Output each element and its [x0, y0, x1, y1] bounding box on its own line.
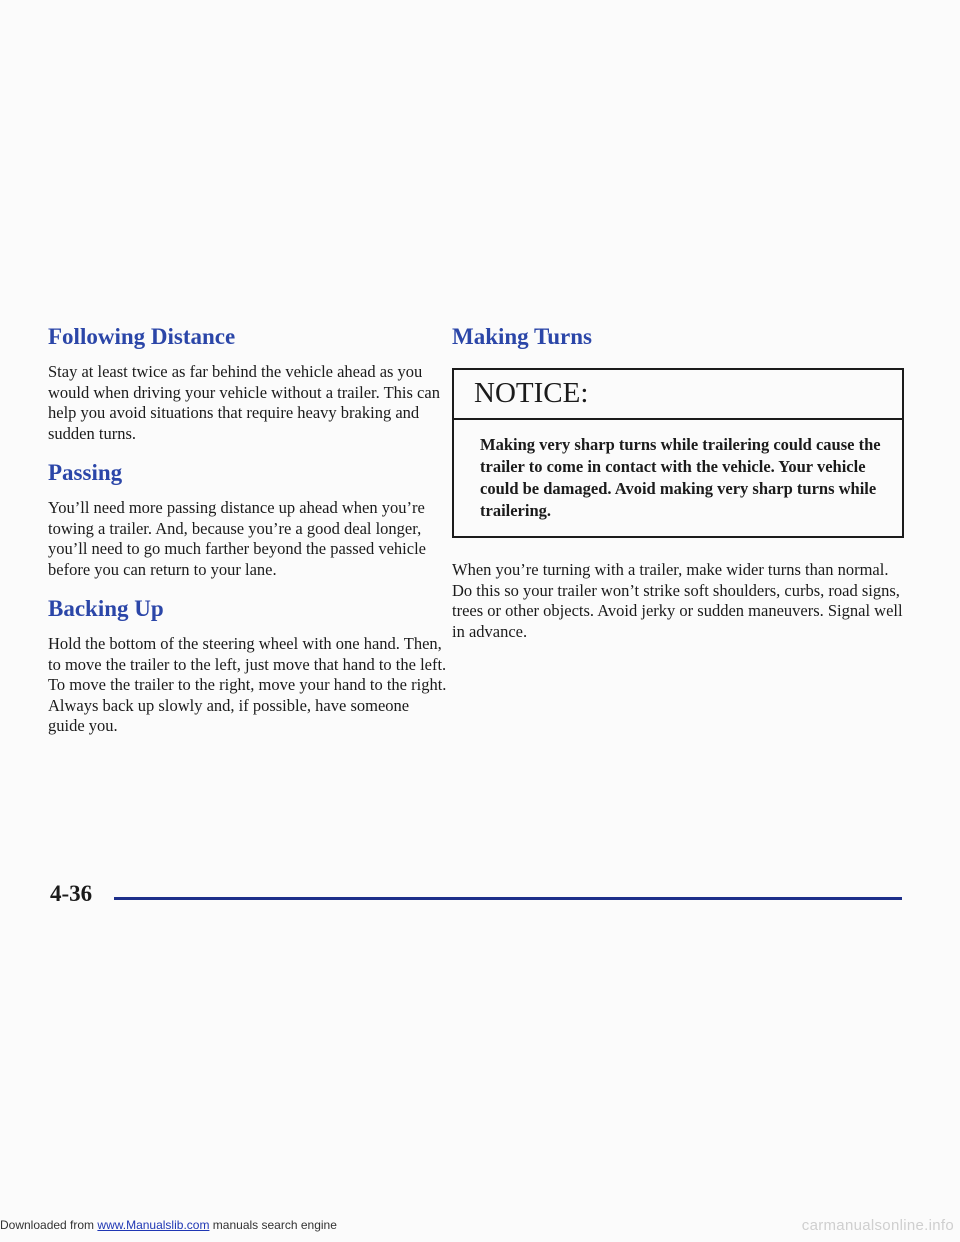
following-distance-heading: Following Distance: [48, 324, 236, 349]
notice-text: Making very sharp turns while trailering could cause the trailer to come in contact with the vehicle. Your vehicle could be damaged. Avoid making very sharp turns while trailering.: [480, 435, 881, 520]
making-turns-section: [452, 322, 912, 642]
footer-rule: [114, 897, 902, 900]
right-column: [452, 322, 912, 642]
notice-title: NOTICE:: [454, 370, 902, 420]
left-column: [48, 322, 448, 737]
backing-up-heading: Backing Up: [48, 596, 164, 621]
passing-text: You’ll need more passing distance up ahead when you’re towing a trailer. And, because you’re a good deal longer, you’ll need to go much farther beyond the passed vehicle before you can return to your lane.: [48, 498, 427, 579]
watermark: carmanualsonline.info: [801, 1217, 954, 1234]
passing-heading: Passing: [48, 460, 123, 485]
page-number: 4-36: [50, 881, 93, 906]
following-distance-text: Stay at least twice as far behind the vehicle ahead as you would when driving your vehicle without a trailer. This can help you avoid situations that require heavy braking and sudden turns.: [48, 362, 440, 443]
page-footer: [50, 874, 902, 914]
backing-up-text: Hold the bottom of the steering wheel with one hand. Then, to move the trailer to the left, just move that hand to the left. To move the trailer to the right, move your hand to the right. Always back up slowly and, if possible, have someone guide you.: [48, 634, 447, 735]
making-turns-text: When you’re turning with a trailer, make wider turns than normal. Do this so your trailer won’t strike soft shoulders, curbs, road signs, trees or other objects. Avoid jerky or sudden maneuvers. Signal well in advance.: [452, 560, 903, 641]
notice-box: [452, 368, 904, 538]
download-suffix: manuals search engine: [212, 1218, 337, 1232]
following-distance-section: [48, 322, 448, 444]
manualslib-link[interactable]: www.Manualslib.com: [97, 1218, 210, 1232]
passing-section: [48, 458, 448, 580]
download-prefix: Downloaded from: [0, 1218, 95, 1232]
making-turns-heading: Making Turns: [452, 324, 592, 349]
backing-up-section: [48, 594, 448, 737]
